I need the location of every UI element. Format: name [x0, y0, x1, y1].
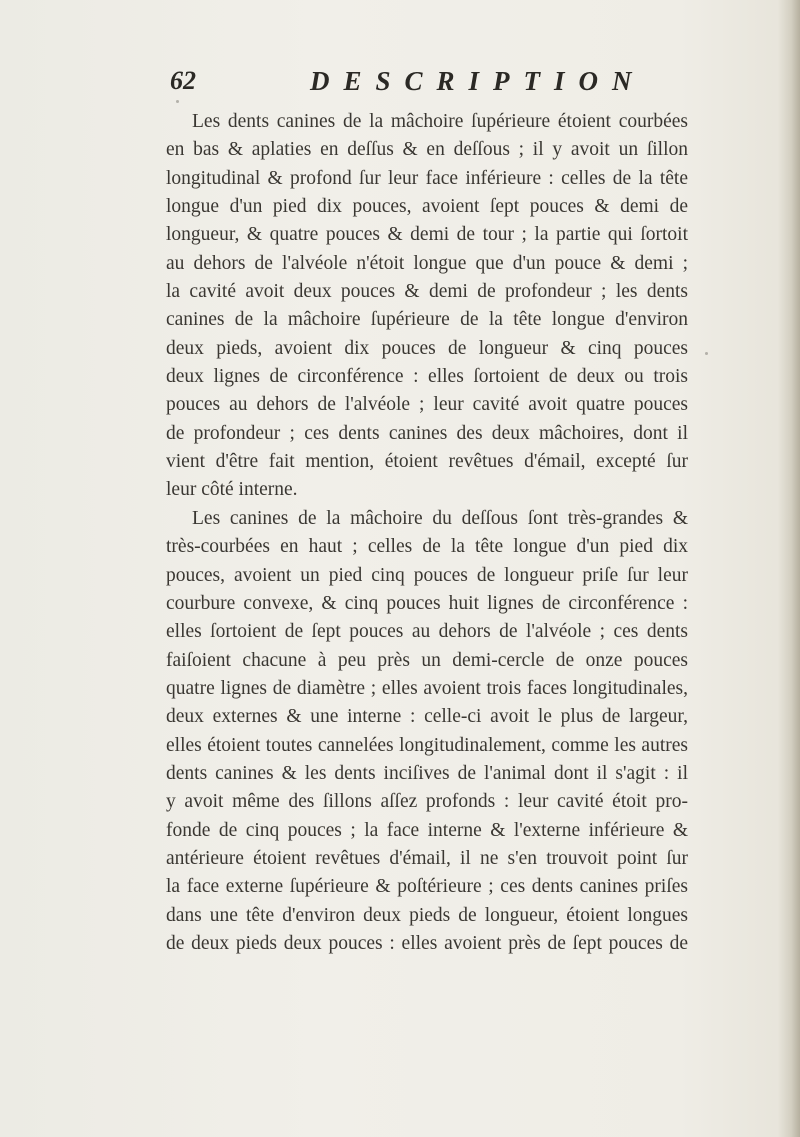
- paper-speck: [705, 352, 708, 355]
- text-line: dans une tête d'environ deux pieds de longueur, étoient longues: [166, 904, 688, 926]
- text-line: de profondeur ; ces dents canines des deux mâchoires, dont il: [166, 422, 688, 444]
- text-line: canines de la mâchoire ſupérieure de la tête longue d'environ: [166, 309, 688, 331]
- text-line: Les dents canines de la mâchoire ſupérieure étoient courbées: [192, 111, 688, 132]
- text-line: longue d'un pied dix pouces, avoient ſept pouces & demi de: [166, 196, 688, 218]
- text-line: elles étoient toutes cannelées longitudinalement, comme les autres: [166, 734, 688, 756]
- text-line: la cavité avoit deux pouces & demi de profondeur ; les dents: [166, 281, 688, 303]
- text-line: de deux pieds deux pouces : elles avoient près de ſept pouces de: [166, 932, 688, 954]
- text-line: vient d'être fait mention, étoient revêtues d'émail, excepté ſur: [166, 451, 688, 473]
- text-line: courbure convexe, & cinq pouces huit lignes de circonférence :: [166, 592, 688, 614]
- text-line: deux pieds, avoient dix pouces de longueur & cinq pouces: [166, 337, 688, 359]
- text-line: longueur, & quatre pouces & demi de tour ; la partie qui ſortoit: [166, 224, 688, 246]
- text-line: quatre lignes de diamètre ; elles avoient trois faces longitudinales,: [166, 677, 688, 699]
- text-line: pouces au dehors de l'alvéole ; leur cavité avoit quatre pouces: [166, 394, 688, 416]
- text-line: deux externes & une interne : celle-ci avoit le plus de largeur,: [166, 706, 688, 728]
- running-title: DESCRIPTION: [310, 66, 646, 96]
- text-line: dents canines & les dents inciſives de l'animal dont il s'agit : il: [166, 762, 688, 784]
- text-line: fonde de cinq pouces ; la face interne & l'externe inférieure &: [166, 819, 688, 841]
- text-line: longitudinal & profond ſur leur face inférieure : celles de la tête: [166, 167, 688, 189]
- text-line: très-courbées en haut ; celles de la tête longue d'un pied dix: [166, 536, 688, 558]
- text-line: la face externe ſupérieure & poſtérieure ; ces dents canines priſes: [166, 876, 688, 898]
- page-header: [170, 66, 710, 106]
- text-line: au dehors de l'alvéole n'étoit longue que d'un pouce & demi ;: [166, 252, 688, 274]
- paper-speck: [176, 100, 179, 103]
- text-line: Les canines de la mâchoire du deſſous ſont très-grandes &: [192, 507, 688, 529]
- text-line: deux lignes de circonférence : elles ſortoient de deux ou trois: [166, 366, 688, 388]
- page-edge-shadow: [778, 0, 800, 1137]
- text-line: antérieure étoient revêtues d'émail, il ne s'en trouvoit point ſur: [166, 847, 688, 869]
- text-line: elles ſortoient de ſept pouces au dehors de l'alvéole ; ces dents: [166, 621, 688, 643]
- text-line: y avoit même des ſillons aſſez profonds : leur cavité étoit pro-: [166, 791, 688, 813]
- body-text: [166, 108, 688, 958]
- text-line: faiſoient chacune à peu près un demi-cercle de onze pouces: [166, 649, 688, 671]
- text-line: en bas & aplaties en deſſus & en deſſous ; il y avoit un ſillon: [166, 139, 688, 161]
- text-line: pouces, avoient un pied cinq pouces de longueur priſe ſur leur: [166, 564, 688, 586]
- text-line: leur côté interne.: [166, 479, 298, 501]
- page-number: 62: [170, 66, 196, 95]
